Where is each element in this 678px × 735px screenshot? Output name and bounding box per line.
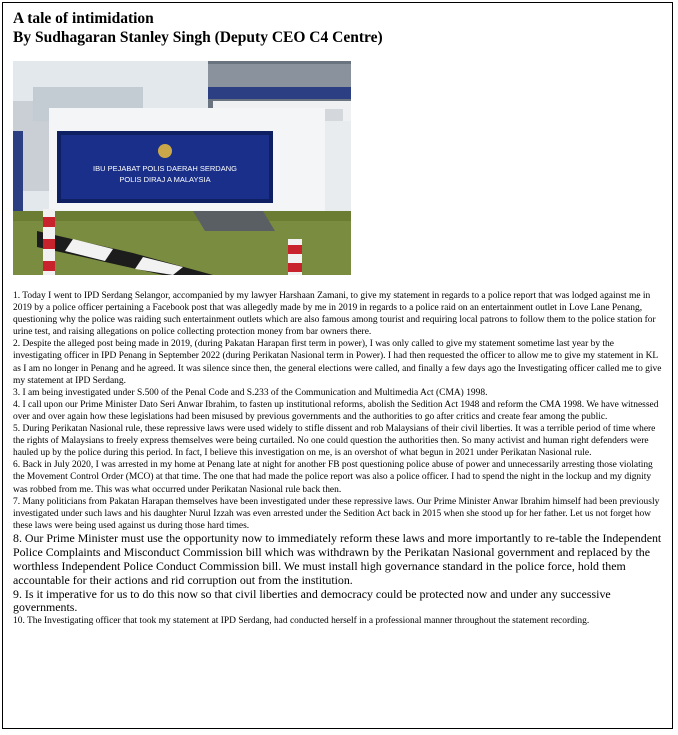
paragraph-3: 3. I am being investigated under S.500 of the Penal Code and S.233 of the Communication and Multimedia Act (CMA) 1998.	[13, 387, 488, 398]
article-byline: By Sudhagaran Stanley Singh (Deputy CEO C4 Centre)	[13, 29, 383, 46]
article-body	[13, 290, 665, 627]
article-header	[13, 9, 383, 47]
paragraph-1: 1. Today I went to IPD Serdang Selangor, accompanied by my lawyer Harshaan Zamani, to give my statement in regards to a police report that was lodged against me in 2019 by a police officer pertaining a Facebook post that was allegedly made by me in 2019 in regards to a police raid on an entertainment outlet in Love Lane Penang, questioning why the police was raiding such entertainment outlets which are also famous among tourist and requiring local patrons to follow them to the police station for urine test, and raising allegations on police collecting protection money from bar owners there.	[13, 291, 656, 338]
article-title: A tale of intimidation	[13, 10, 154, 27]
sign-line-1: IBU PEJABAT POLIS DAERAH SERDANG	[93, 164, 237, 173]
paragraph-2: 2. Despite the alleged post being made in 2019, (during Pakatan Harapan first term in power), I was only called to give my statement sometime last year by the investigating officer in IPD Penang in September 2022 (during Perikatan Nasional term in Power). I had then requested the officer to allow me to give my statement in KL as I am no longer in Penang and he agreed. It was silence since then, the general elections were called, and finally a few days ago the Investigating officer called me to give my statement at IPD Serdang.	[13, 339, 662, 386]
paragraph-4: 4. I call upon our Prime Minister Dato Seri Anwar Ibrahim, to fasten up institutional reforms, abolish the Sedition Act 1948 and reform the CMA 1998. We have witnessed over and over again how these legislations had been misused by previous governments and the authorities to go after critics and create fear among the public.	[13, 399, 659, 422]
police-station-photo	[13, 61, 351, 275]
police-station-illustration	[13, 61, 351, 275]
paragraph-9: 9. Is it imperative for us to do this now so that civil liberties and democracy could be protected now and under any successive governments.	[13, 586, 611, 615]
paragraph-8: 8. Our Prime Minister must use the opportunity now to immediately reform these laws and more importantly to re-table the Independent Police Complaints and Misconduct Commission bill which was withdrawn by the Perikatan Nasional government and replaced by the worthless Independent Police Conduct Commission bill. We must install high governance standard in the police force, hold them accountable for their actions and rid corruption out from the institution.	[13, 530, 662, 587]
paragraph-6: 6. Back in July 2020, I was arrested in my home at Penang late at night for another FB post questioning police abuse of power and unnecessarily arresting those violating the Movement Control Order (MCO) at that time. The one that had made the police report was also a police officer. I had to spend the night in the lockup and my dignity was robbed from me. This was what occurred under Perikatan Nasional rule back then.	[13, 460, 653, 495]
paragraph-10: 10. The Investigating officer that took my statement at IPD Serdang, had conducted herself in a professional manner throughout the statement recording.	[13, 616, 590, 627]
sign-line-2: POLIS DIRAJ A MALAYSIA	[119, 175, 211, 184]
paragraph-5: 5. During Perikatan Nasional rule, these repressive laws were used widely to stifle dissent and rob Malaysians of their civil liberties. It was a terrible period of time where the rights of Malaysians to freely express themselves were being curtailed. No one could question the authorities then. So many activist and human right defenders were hauled up by the police during this period. In fact, I believe this investigation on me, is an overshot of what begun in 2021 under Perikatan Nasional rule.	[13, 424, 656, 459]
paragraph-7: 7. Many politicians from Pakatan Harapan themselves have been investigated under these repressive laws. Our Prime Minister Anwar Ibrahim himself had been previously investigated under such laws and his daughter Nurul Izzah was even arrested under the Sedition Act back in 2015 when she stood up for her father. Let us not forget how these laws were being used against us during those hard times.	[13, 496, 660, 531]
